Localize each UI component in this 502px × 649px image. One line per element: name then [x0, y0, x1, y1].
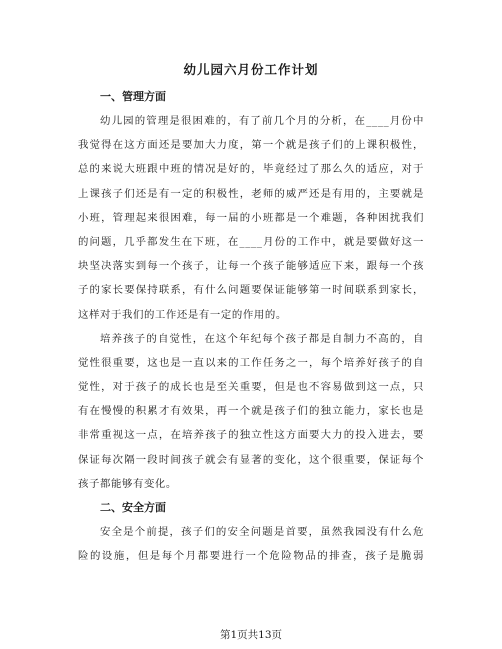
- text-line: 我觉得在这方面还是要加大力度，第一个就是孩子们的上课积极性，: [78, 139, 424, 152]
- paragraph: [78, 520, 424, 568]
- document-body: [78, 85, 424, 568]
- text-line: 觉性很重要，这也是一直以来的工作任务之一，每个培养好孩子的自: [78, 356, 424, 369]
- section-heading-management: 一、管理方面: [100, 90, 166, 103]
- text-line: 的问题，几乎都发生在下班，在____月份的工作中，就是要做好这一: [78, 235, 424, 248]
- text-line: 安全是个前提，孩子们的安全问题是首要，虽然我园没有什么危: [100, 526, 424, 538]
- page-title: 幼儿园六月份工作计划: [183, 62, 319, 77]
- text-line: 有在慢慢的积累才有效果，再一个就是孩子们的独立能力，家长也是: [78, 405, 424, 418]
- text-line: 块坚决落实到每一个孩子，让每一个孩子能够适应下来，跟每一个孩: [78, 260, 424, 273]
- text-line: 非常重视这一点，在培养孩子的独立性这方面要大力的投入进去，要: [78, 429, 424, 442]
- text-line: 觉性，对于孩子的成长也是至关重要，但是也不容易做到这一点，只: [78, 381, 424, 394]
- paragraph: [78, 109, 424, 327]
- text-line: 这样对于我们的工作还是有一定的作用的。: [78, 308, 287, 321]
- text-line: 培养孩子的自觉性，在这个年纪每个孩子都是自制力不高的，自: [100, 332, 424, 345]
- text-line: 保证每次隔一段时间孩子就会有显著的变化，这个很重要，保证每个: [78, 453, 424, 466]
- text-line: 孩子都能够有变化。: [78, 477, 177, 490]
- text-line: 险的设施，但是每个月都要进行一个危险物品的排查，孩子是脆弱: [78, 550, 424, 563]
- page-number-footer: 第1页共13页: [219, 629, 283, 641]
- text-line: 小班，管理起来很困难，每一届的小班都是一个难题，各种困扰我们: [78, 211, 424, 224]
- text-line: 总的来说大班跟中班的情况是好的，毕竟经过了那么久的适应，对于: [78, 163, 424, 176]
- text-line: 子的家长要保持联系，有什么问题要保证能够第一时间联系到家长，: [78, 284, 424, 297]
- section-heading-safety: 二、安全方面: [100, 501, 166, 514]
- text-line: 幼儿园的管理是很困难的，有了前几个月的分析，在____月份中: [100, 115, 424, 127]
- paragraph: [78, 327, 424, 496]
- text-line: 上课孩子们还是有一定的积极性，老师的威严还是有用的，主要就是: [78, 187, 424, 200]
